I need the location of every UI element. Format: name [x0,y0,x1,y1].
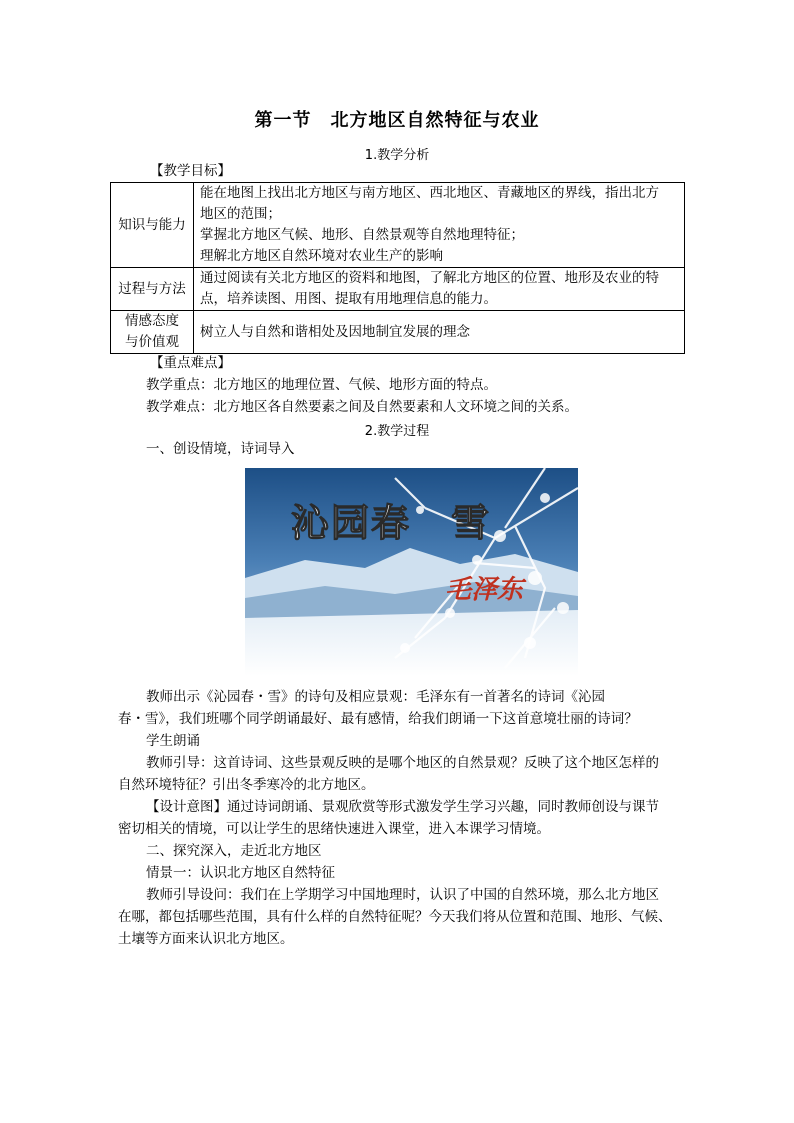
row-label-attitude [111,311,194,354]
paragraph-line: 【设计意图】通过诗词朗诵、景观欣赏等形式激发学生学习兴趣，同时教师创设与课节 [146,799,659,815]
paragraph-line: 自然环境特征？引出冬季寒冷的北方地区。 [118,777,375,793]
image-signature: 毛泽东 [445,575,524,605]
row-content-attitude [194,311,685,354]
paragraph-line: 密切相关的情境，可以让学生的思绪快速进入课堂，进入本课学习情境。 [118,821,550,837]
label-line: 与价值观 [125,334,179,350]
table-line: 通过阅读有关北方地区的资料和地图，了解北方地区的位置、地形及农业的特 [200,270,659,286]
paragraph-student-read: 学生朗诵 [146,733,200,749]
goals-header: 【教学目标】 [150,163,231,179]
paragraph-guide [118,752,676,796]
paragraph-line: 教师引导：这首诗词、这些景观反映的是哪个地区的自然景观？反映了这个地区怎样的 [146,755,659,771]
paragraph-line: 春・雪》，我们班哪个同学朗诵最好、最有感情，给我们朗诵一下这首意境壮丽的诗词？ [118,711,638,727]
row-content-knowledge [194,183,685,268]
table-row [111,183,685,268]
label-line: 情感态度 [125,313,179,329]
table-row [111,311,685,354]
teaching-goals-table [110,182,685,354]
table-line: 点，培养读图、用图、提取有用地理信息的能力。 [200,291,497,307]
row-label-process: 过程与方法 [111,268,194,311]
scene-one-heading: 情景一：认识北方地区自然特征 [146,865,335,881]
table-line: 树立人与自然和谐相处及因地制宜发展的理念 [200,323,470,340]
paragraph-line: 土壤等方面来认识北方地区。 [118,931,294,947]
key-point: 教学重点：北方地区的地理位置、气候、地形方面的特点。 [146,377,497,393]
key-header: 【重点难点】 [150,355,231,371]
table-line: 地区的范围； [200,206,281,222]
table-line: 掌握北方地区气候、地形、自然景观等自然地理特征； [200,227,524,243]
document-title: 第一节 北方地区自然特征与农业 [254,110,540,131]
row-label-knowledge: 知识与能力 [111,183,194,268]
poem-scene-image [245,468,578,676]
step-one-heading: 一、创设情境，诗词导入 [146,441,295,457]
paragraph-line: 教师出示《沁园春・雪》的诗句及相应景观：毛泽东有一首著名的诗词《沁园 [146,689,605,705]
table-line: 能在地图上找出北方地区与南方地区、西北地区、青藏地区的界线，指出北方 [200,185,659,201]
step-two-heading: 二、探究深入，走近北方地区 [146,843,322,859]
table-line: 理解北方地区自然环境对农业生产的影响 [200,248,443,264]
paragraph-line: 教师引导设问：我们在上学期学习中国地理时，认识了中国的自然环境，那么北方地区 [146,887,659,903]
row-content-process [194,268,685,311]
paragraph-intro [118,686,676,730]
table-row [111,268,685,311]
paragraph-design-intent [118,796,676,840]
paragraph-question [118,884,676,950]
paragraph-line: 在哪，都包括哪些范围，具有什么样的自然特征呢？今天我们将从位置和范围、地形、气候、 [118,909,672,925]
section-heading-analysis: 1.教学分析 [364,148,430,163]
image-title-text: 沁园春 雪 [291,500,492,545]
hard-point: 教学难点：北方地区各自然要素之间及自然要素和人文环境之间的关系。 [146,399,578,415]
section-heading-process: 2.教学过程 [364,424,430,439]
